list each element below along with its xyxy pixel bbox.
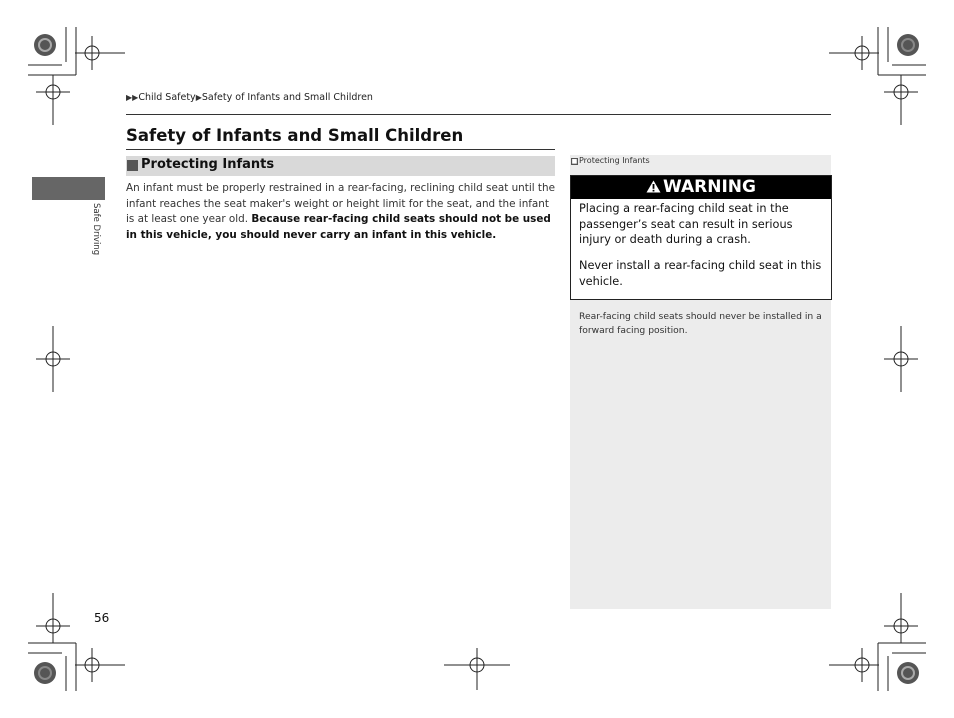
section-title: Protecting Infants (141, 157, 275, 172)
breadcrumb-arrow-icon: ▶ (195, 93, 202, 102)
header-divider (126, 114, 831, 115)
reference-icon: ■ (571, 158, 578, 165)
breadcrumb-item-current: Safety of Infants and Small Children (201, 92, 373, 103)
sidebar-reference-link[interactable] (571, 156, 650, 165)
warning-text-1: Placing a rear-facing child seat in the passenger’s seat can result in serious injury or death during a crash. (579, 202, 793, 247)
body-paragraph (126, 181, 556, 243)
body-text-bold: Because rear-facing child seats should not be used in this vehicle, you should never carry an infant in this vehicle. (126, 213, 551, 241)
title-divider (126, 149, 555, 150)
breadcrumb-item-child-safety[interactable]: Child Safety (138, 92, 196, 103)
breadcrumb-arrow-icon: ▶▶ (126, 93, 139, 102)
breadcrumb (126, 92, 373, 103)
warning-triangle-icon (646, 180, 661, 193)
page-title: Safety of Infants and Small Children (126, 126, 464, 145)
sidebar-link-label: Protecting Infants (579, 156, 650, 165)
chapter-tab[interactable] (32, 177, 105, 200)
page-number: 56 (94, 611, 110, 625)
warning-title: WARNING (663, 177, 756, 197)
section-square-icon (127, 160, 138, 171)
warning-header (571, 176, 831, 199)
warning-text-2: Never install a rear-facing child seat in this vehicle. (579, 259, 822, 288)
sidebar-note: Rear-facing child seats should never be installed in a forward facing position. (579, 311, 822, 336)
body-text-normal: An infant must be properly restrained in a rear-facing, reclining child seat until the infant reaches the seat maker's weight or height limit for the seat, and the infant is at least one year old. (126, 182, 555, 226)
chapter-label: Safe Driving (91, 203, 101, 256)
